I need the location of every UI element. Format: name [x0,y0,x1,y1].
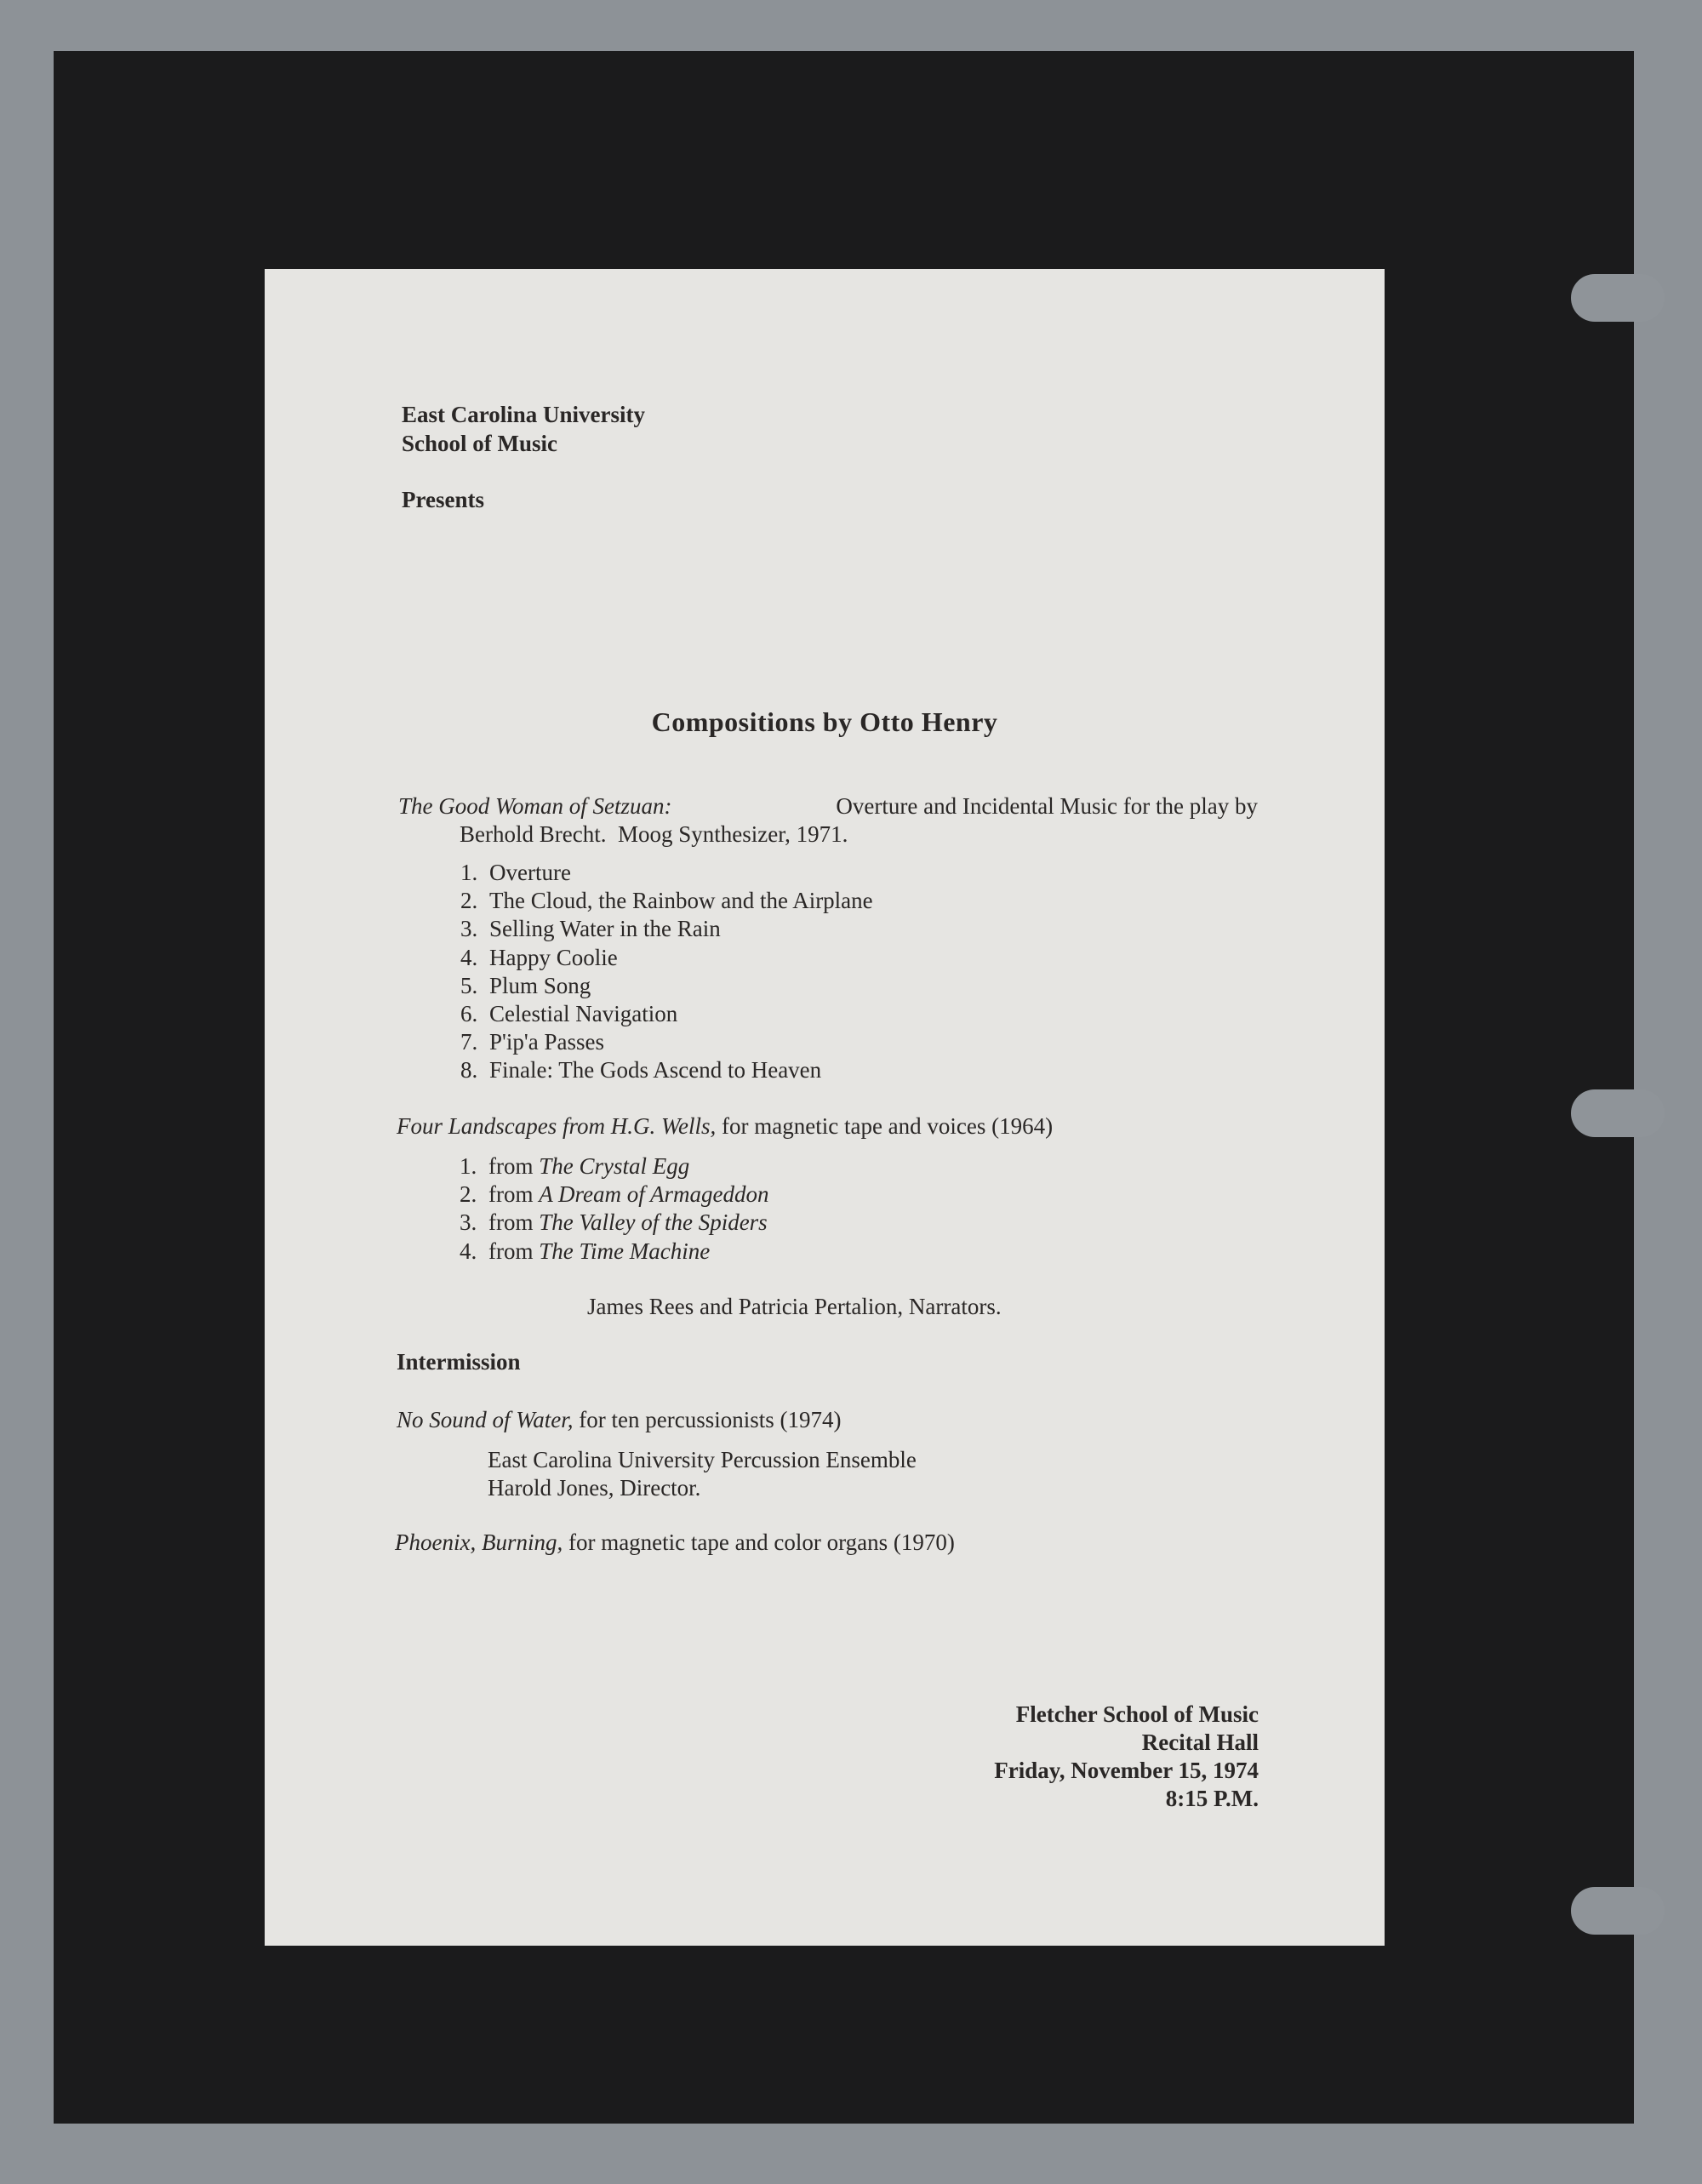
narrators-credit: James Rees and Patricia Pertalion, Narrators. [587,1294,1002,1319]
director-name: Harold Jones, Director. [488,1475,701,1501]
list-item: 4. Happy Coolie [460,944,618,970]
work-title: Phoenix, Burning, [395,1529,563,1555]
list-item: 3. from The Valley of the Spiders [460,1209,768,1236]
venue-block [994,1701,1259,1813]
work-description: for magnetic tape and voices (1964) [722,1113,1054,1139]
binder-hole-top [1571,274,1665,322]
work-title: No Sound of Water, [397,1407,574,1432]
list-item: 8. Finale: The Gods Ascend to Heaven [460,1057,822,1083]
binder-hole-middle [1571,1089,1665,1137]
work-phoenix-burning [395,1529,955,1557]
list-item: 6. Celestial Navigation [460,1001,678,1027]
venue-hall: Recital Hall [1141,1729,1259,1755]
event-time: 8:15 P.M. [1165,1786,1259,1811]
event-date: Friday, November 15, 1974 [994,1758,1259,1783]
work-title: Four Landscapes from H.G. Wells, [397,1113,717,1139]
work-title: The Good Woman of Setzuan: [398,793,672,819]
work-description: for magnetic tape and color organs (1970) [568,1529,955,1555]
work-no-sound-of-water [397,1406,841,1434]
percussion-credit [488,1446,917,1502]
work-description: for ten percussionists (1974) [579,1407,842,1432]
movement-list-good-woman [460,859,873,1085]
program-sheet [265,269,1385,1946]
institution-name: East Carolina University [402,402,646,427]
department-name: School of Music [402,431,558,456]
list-item: 2. The Cloud, the Rainbow and the Airplane [460,888,873,914]
movement-list-four-landscapes [460,1152,768,1266]
ensemble-name: East Carolina University Percussion Ensemble [488,1447,917,1472]
work-description: Overture and Incidental Music for the play by [836,793,1258,819]
venue-name: Fletcher School of Music [1015,1701,1259,1727]
work-four-landscapes [397,1112,1053,1141]
program-header [402,400,645,514]
list-item: 2. from A Dream of Armageddon [460,1181,769,1208]
work-good-woman [398,792,1258,849]
list-item: 7. P'ip'a Passes [460,1029,604,1055]
presents-label: Presents [402,487,484,512]
work-description-cont: Berhold Brecht. Moog Synthesizer, 1971. [460,821,848,847]
list-item: 1. Overture [460,860,571,885]
binder-hole-bottom [1571,1887,1665,1935]
intermission-label: Intermission [397,1349,521,1375]
list-item: 1. from The Crystal Egg [460,1153,690,1179]
program-title: Compositions by Otto Henry [651,706,998,737]
list-item: 5. Plum Song [460,972,591,998]
list-item: 4. from The Time Machine [460,1238,711,1264]
list-item: 3. Selling Water in the Rain [460,916,721,942]
